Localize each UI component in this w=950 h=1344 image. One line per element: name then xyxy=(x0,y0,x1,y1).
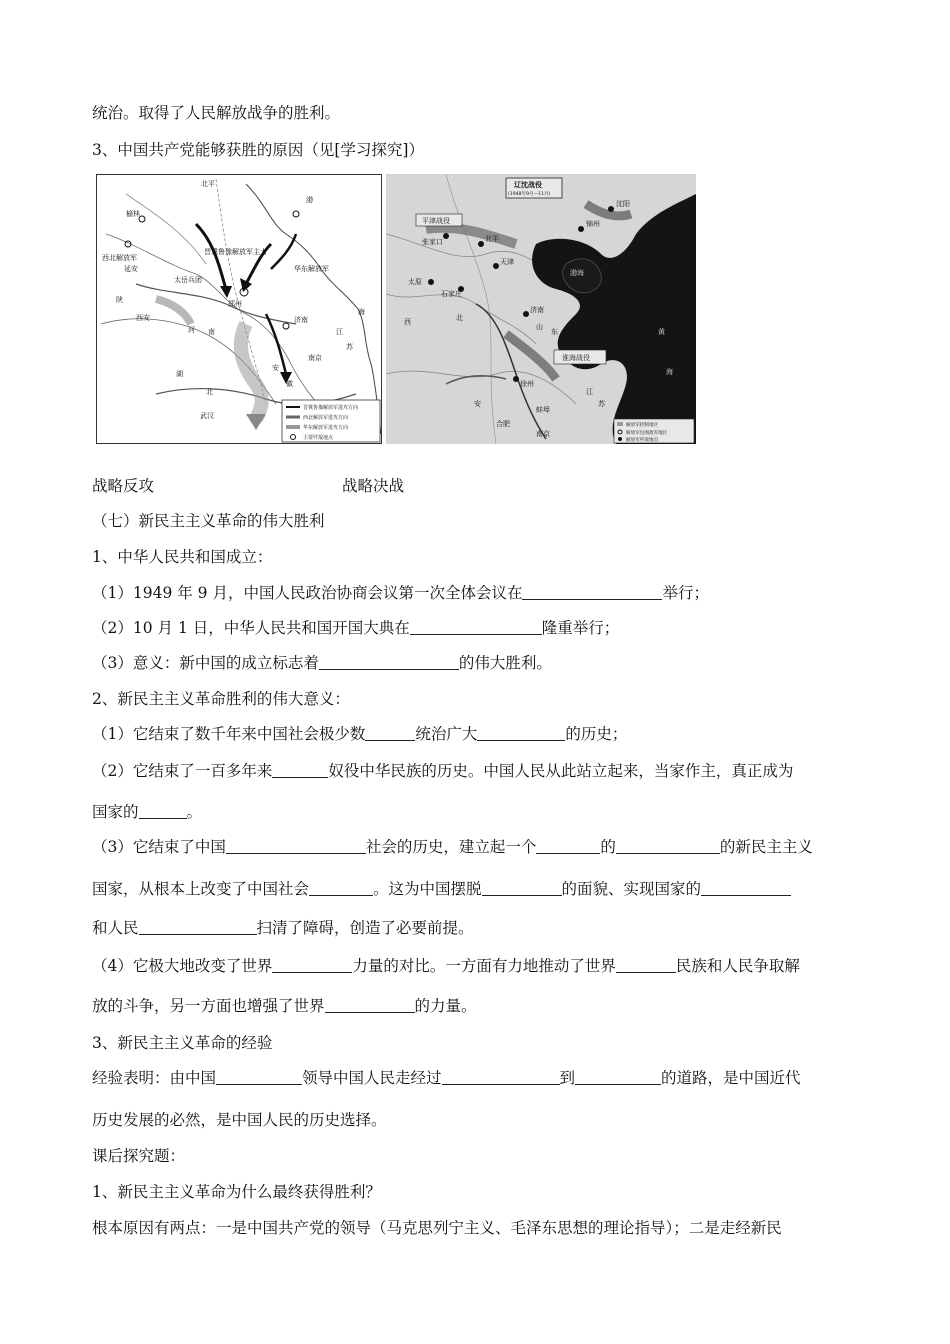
map-title: 辽沈战役 xyxy=(514,181,542,189)
map-label: 太岳兵团 xyxy=(174,276,202,284)
map-label: 合肥 xyxy=(496,420,510,428)
blank[interactable] xyxy=(365,726,415,741)
legend-label: 西北解放军进攻方向 xyxy=(303,415,349,421)
map-label: 石家庄 xyxy=(441,290,462,298)
blank[interactable] xyxy=(272,958,352,973)
map-label: 北 xyxy=(206,388,213,396)
text-line: 1、新民主主义革命为什么最终获得胜利？ xyxy=(92,1183,381,1201)
text: 扫清了障碍，创造了必要前提。 xyxy=(256,919,474,937)
map-label: 郑州 xyxy=(228,300,242,308)
map-label: 徽 xyxy=(286,380,293,388)
map-caption-right: 战略决战 xyxy=(342,477,405,495)
text: （2）它结束了一百多年来 xyxy=(92,762,273,780)
text: 奴役中华民族的历史。中国人民从此站立起来，当家作主，真正成为 xyxy=(328,762,794,780)
blank[interactable] xyxy=(325,998,415,1013)
map-label: 西北解放军 xyxy=(102,254,137,262)
text: 的力量。 xyxy=(414,997,477,1015)
text: 的道路，是中国近代 xyxy=(661,1069,801,1087)
blank[interactable] xyxy=(575,1070,661,1085)
map-label: 锦州 xyxy=(586,220,600,228)
text-line: 2、新民主主义革命胜利的伟大意义： xyxy=(92,690,350,708)
map-label: 苏 xyxy=(346,343,353,351)
map-label: 晋冀鲁豫解放军主力 xyxy=(204,248,267,256)
fill-line xyxy=(92,956,800,976)
fill-line xyxy=(92,653,552,673)
map-label: 苏 xyxy=(598,400,605,408)
map-label: 济南 xyxy=(294,316,308,324)
text: 举行； xyxy=(662,584,709,602)
text: 社会的历史，建立起一个 xyxy=(365,838,537,856)
blank[interactable] xyxy=(616,958,676,973)
section-heading: （七）新民主主义革命的伟大胜利 xyxy=(92,512,325,530)
blank[interactable] xyxy=(139,920,257,935)
map-label: 延安 xyxy=(124,265,138,273)
map-label: 南京 xyxy=(308,354,322,362)
map-label: 淮海战役 xyxy=(562,354,590,362)
map-label: 徐州 xyxy=(520,380,534,388)
blank[interactable] xyxy=(139,804,187,819)
blank[interactable] xyxy=(442,1070,560,1085)
legend-label: 解放军包围敌军地区 xyxy=(626,431,668,436)
text-line: 1、中华人民共和国成立： xyxy=(92,548,273,566)
map-label: 济南 xyxy=(530,306,544,314)
legend-label: 主要歼敌地点 xyxy=(303,435,334,441)
map-label: 蚌埠 xyxy=(536,406,550,414)
map-drawing xyxy=(386,174,696,444)
text: （1）它结束了数千年来中国社会极少数 xyxy=(92,725,366,743)
map-label: 平津战役 xyxy=(422,217,450,225)
map-label: 张家口 xyxy=(422,238,443,246)
map-label: 江 xyxy=(586,388,593,396)
text: 的 xyxy=(600,838,616,856)
map-caption-left: 战略反攻 xyxy=(92,477,155,495)
blank[interactable] xyxy=(482,881,562,896)
blank[interactable] xyxy=(477,726,565,741)
map-label: 江 xyxy=(336,328,343,336)
text: 和人民 xyxy=(92,919,139,937)
map-label: 北平 xyxy=(201,180,215,188)
fill-line xyxy=(92,1068,801,1088)
map-label: 榆林 xyxy=(126,210,140,218)
blank[interactable] xyxy=(272,763,328,778)
blank[interactable] xyxy=(536,839,600,854)
fill-line xyxy=(92,879,791,899)
map-label: 山 xyxy=(536,323,543,331)
text: 到 xyxy=(559,1069,576,1087)
map-label: 海 xyxy=(666,368,673,376)
map-drawing xyxy=(96,174,382,444)
text: 。这为中国摆脱 xyxy=(373,880,482,898)
map-label: 沈阳 xyxy=(616,200,630,208)
map-label: 渤海 xyxy=(570,269,584,277)
text: 统治广大 xyxy=(415,725,478,743)
fill-line xyxy=(92,761,793,781)
map-label: 湖 xyxy=(176,370,183,378)
map-label: 安 xyxy=(272,364,279,372)
map-label: 武汉 xyxy=(200,412,214,420)
map-subtitle: (1948年9月—11月) xyxy=(508,192,551,197)
text-line: 3、新民主主义革命的经验 xyxy=(92,1034,273,1052)
fill-line xyxy=(92,837,813,857)
text: （2）10 月 1 日，中华人民共和国开国大典在 xyxy=(92,619,410,637)
fill-line xyxy=(92,618,619,638)
text: 的伟大胜利。 xyxy=(458,654,552,672)
map-label: 渤 xyxy=(306,196,313,204)
map-label: 太原 xyxy=(408,278,422,286)
text: 放的斗争，另一方面也增强了世界 xyxy=(92,997,325,1015)
blank[interactable] xyxy=(522,585,662,600)
text: 。 xyxy=(186,803,203,821)
text: 国家，从根本上改变了中国社会 xyxy=(92,880,310,898)
map-label: 东 xyxy=(551,328,558,336)
text: （4）它极大地改变了世界 xyxy=(92,957,273,975)
legend-label: 晋冀鲁豫解放军进攻方向 xyxy=(303,405,359,411)
map-label: 黄 xyxy=(658,328,665,336)
map-label: 河 xyxy=(188,326,195,334)
strategic-counteroffensive-map xyxy=(96,174,382,444)
text: 经验表明：由中国 xyxy=(92,1069,217,1087)
fill-line xyxy=(92,802,202,822)
text-line: 历史发展的必然，是中国人民的历史选择。 xyxy=(92,1111,387,1129)
text-line: 统治。取得了人民解放战争的胜利。 xyxy=(92,104,341,122)
fill-line xyxy=(92,724,627,744)
map-label: 海 xyxy=(358,308,365,316)
map-label: 西安 xyxy=(136,314,150,322)
text: 力量的对比。一方面有力地推动了世界 xyxy=(352,957,616,975)
text-line: 课后探究题： xyxy=(92,1147,186,1165)
blank[interactable] xyxy=(410,620,542,635)
text: 民族和人民争取解 xyxy=(675,957,800,975)
map-label: 南京 xyxy=(536,430,550,438)
blank[interactable] xyxy=(616,839,720,854)
blank[interactable] xyxy=(319,655,459,670)
fill-line xyxy=(92,918,474,938)
map-label: 陕 xyxy=(116,296,123,304)
map-label: 西 xyxy=(404,318,411,326)
text: 国家的 xyxy=(92,803,139,821)
text: （1）1949 年 9 月，中国人民政治协商会议第一次全体会议在 xyxy=(92,584,523,602)
map-label: 安 xyxy=(474,400,481,408)
map-label: 天津 xyxy=(500,258,514,266)
text: （3）意义：新中国的成立标志着 xyxy=(92,654,319,672)
blank[interactable] xyxy=(216,1070,302,1085)
text: 领导中国人民走经过 xyxy=(302,1069,442,1087)
map-label: 北平 xyxy=(485,235,499,243)
text: 的面貌、实现国家的 xyxy=(561,880,702,898)
map-label: 南 xyxy=(208,328,215,336)
map-label: 北 xyxy=(456,314,463,322)
text: 的历史； xyxy=(565,725,628,743)
text: 的新民主主义 xyxy=(719,838,813,856)
blank[interactable] xyxy=(309,881,373,896)
text: （3）它结束了中国 xyxy=(92,838,226,856)
text-line: 根本原因有两点：一是中国共产党的领导（马克思列宁主义、毛泽东思想的理论指导）；二是走经新民 xyxy=(92,1219,782,1237)
strategic-decisive-battle-map xyxy=(386,174,696,444)
legend-label: 华东解放军进攻方向 xyxy=(303,425,349,431)
legend-label: 解放军歼敌地点 xyxy=(626,438,659,443)
map-label: 华东解放军 xyxy=(294,265,329,273)
blank[interactable] xyxy=(701,881,791,896)
blank[interactable] xyxy=(226,839,366,854)
fill-line xyxy=(92,583,709,603)
fill-line xyxy=(92,996,477,1016)
legend-label: 解放军控制地区 xyxy=(626,423,659,428)
text: 隆重举行； xyxy=(541,619,620,637)
text-line: 3、中国共产党能够获胜的原因（见[学习探究]） xyxy=(92,141,424,159)
